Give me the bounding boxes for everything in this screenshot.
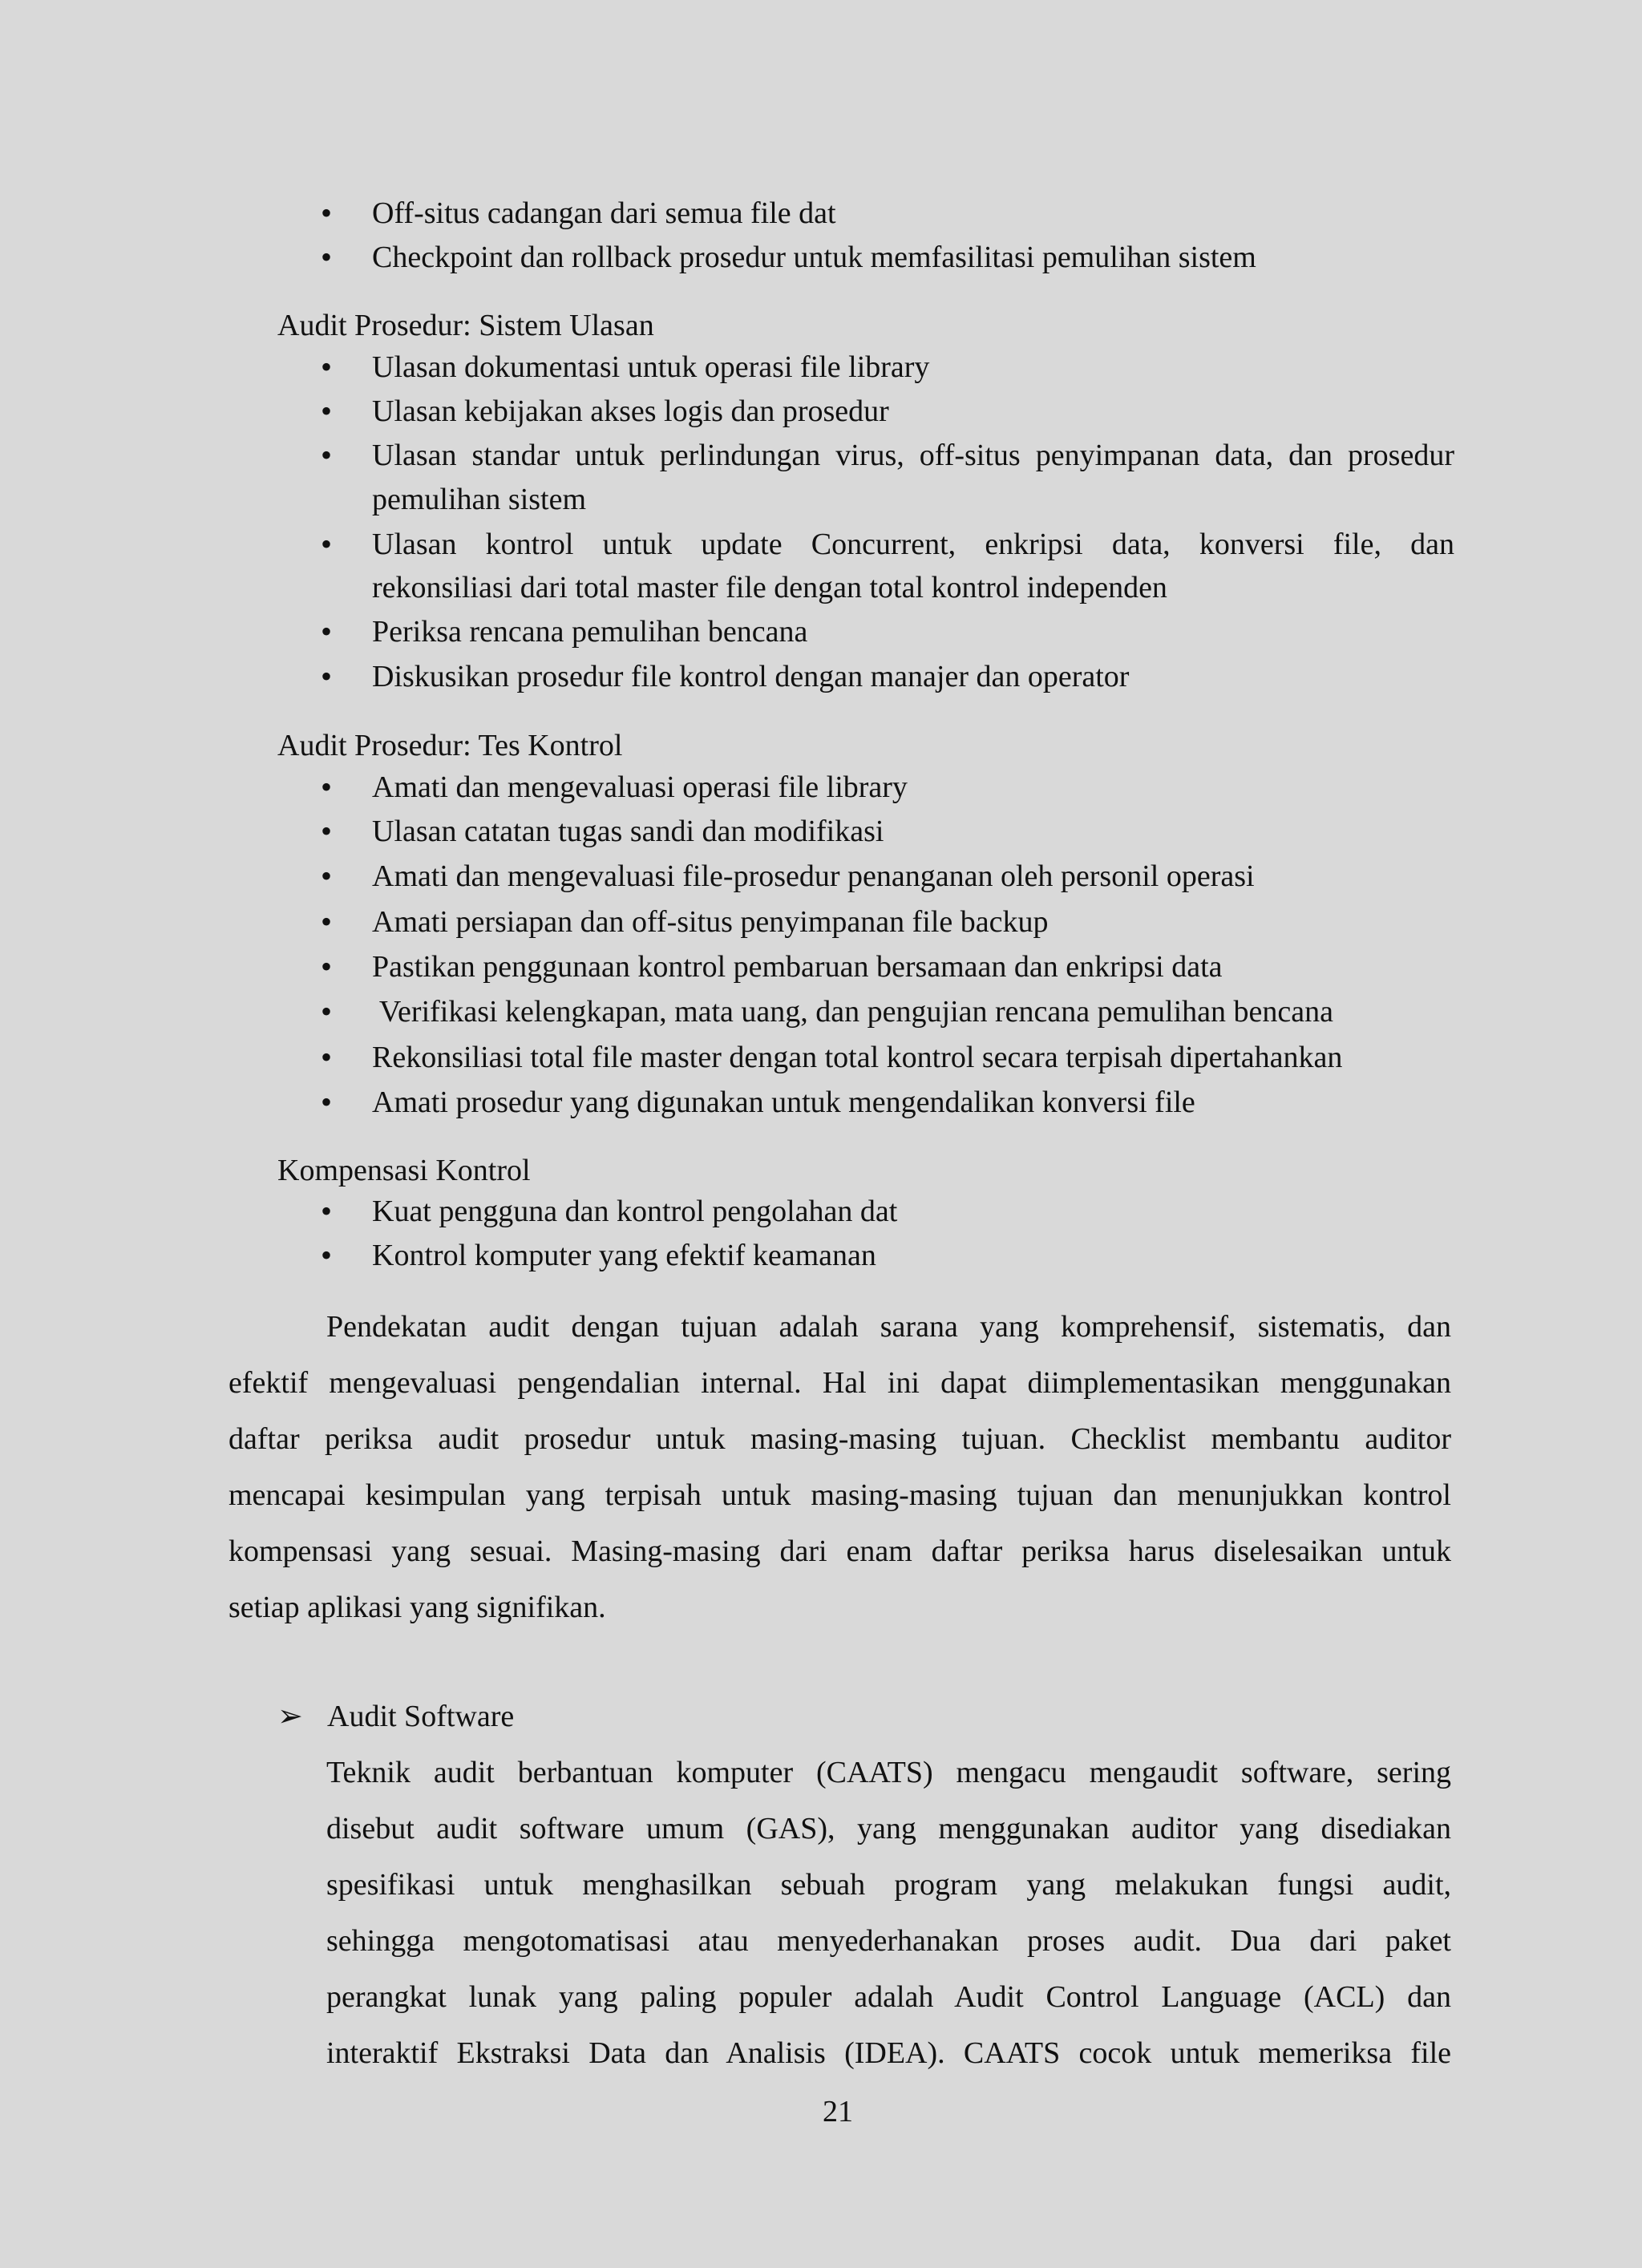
bullet-text: Ulasan kebijakan akses logis dan prosedur <box>372 394 889 428</box>
subsection-heading <box>277 1694 514 1739</box>
bullet-text: Rekonsiliasi total file master dengan total kontrol secara terpisah dipertahankan <box>372 1041 1343 1074</box>
bullet-dot: • <box>321 349 333 385</box>
paragraph-line: kompensasi yang sesuai. Masing-masing dari enam daftar periksa harus diselesaikan untuk <box>229 1534 1451 1568</box>
bullet-text-line: rekonsiliasi dari total master file dengan total kontrol independen <box>372 571 1167 604</box>
bullet-dot: • <box>321 858 333 894</box>
bullet-text: Verifikasi kelengkapan, mata uang, dan pengujian rencana pemulihan bencana <box>372 995 1333 1029</box>
paragraph-line: daftar periksa audit prosedur untuk masing-masing tujuan. Checklist membantu auditor <box>229 1422 1451 1456</box>
paragraph-line: disebut audit software umum (GAS), yang menggunakan auditor yang disediakan <box>326 1812 1451 1846</box>
bullet-dot: • <box>321 239 333 275</box>
paragraph-line: perangkat lunak yang paling populer adalah Audit Control Language (ACL) dan <box>326 1980 1451 2014</box>
bullet-dot: • <box>321 613 333 649</box>
bullet-dot: • <box>321 948 333 984</box>
paragraph-line: sehingga mengotomatisasi atau menyederhanakan proses audit. Dua dari paket <box>326 1924 1451 1958</box>
bullet-text-line: Ulasan standar untuk perlindungan virus, off-situs penyimpanan data, dan prosedur <box>372 439 1454 472</box>
paragraph-line: mencapai kesimpulan yang terpisah untuk masing-masing tujuan dan menunjukkan kontrol <box>229 1478 1451 1512</box>
bullet-dot: • <box>321 904 333 940</box>
section-heading: Kompensasi Kontrol <box>277 1154 531 1187</box>
bullet-dot: • <box>321 195 333 231</box>
bullet-dot: • <box>321 1193 333 1229</box>
bullet-text: Ulasan catatan tugas sandi dan modifikasi <box>372 815 884 848</box>
paragraph-line: spesifikasi untuk menghasilkan sebuah program yang melakukan fungsi audit, <box>326 1868 1451 1902</box>
bullet-text: Amati prosedur yang digunakan untuk mengendalikan konversi file <box>372 1085 1195 1119</box>
bullet-item <box>321 433 1454 523</box>
audit-software-paragraph <box>326 1744 1451 2081</box>
page-number: 21 <box>823 2095 853 2129</box>
bullet-item <box>321 522 1454 612</box>
subsection-heading-text: Audit Software <box>327 1700 515 1733</box>
arrow-bullet-icon: ➢ <box>277 1700 303 1733</box>
bullet-dot: • <box>321 1237 333 1273</box>
bullet-text: Amati persiapan dan off-situs penyimpanan file backup <box>372 905 1049 939</box>
bullet-text: Kontrol komputer yang efektif keamanan <box>372 1239 876 1272</box>
paragraph-line: setiap aplikasi yang signifikan. <box>229 1591 606 1624</box>
paragraph-line: efektif mengevaluasi pengendalian internal. Hal ini dapat diimplementasikan menggunakan <box>229 1366 1451 1400</box>
bullet-dot: • <box>321 1039 333 1075</box>
bullet-text: Amati dan mengevaluasi operasi file library <box>372 770 908 804</box>
paragraph-line: Teknik audit berbantuan komputer (CAATS) mengacu mengaudit software, sering <box>326 1756 1451 1789</box>
bullet-dot: • <box>321 813 333 849</box>
bullet-dot: • <box>321 526 333 562</box>
bullet-text: Off-situs cadangan dari semua file dat <box>372 196 836 230</box>
bullet-text: Pastikan penggunaan kontrol pembaruan bersamaan dan enkripsi data <box>372 950 1223 984</box>
bullet-dot: • <box>321 769 333 805</box>
bullet-text: Ulasan dokumentasi untuk operasi file library <box>372 350 930 384</box>
paragraph-line: interaktif Ekstraksi Data dan Analisis (IDEA). CAATS cocok untuk memeriksa file <box>326 2036 1451 2070</box>
bullet-text: Periksa rencana pemulihan bencana <box>372 615 808 649</box>
body-paragraph <box>229 1299 1451 1635</box>
bullet-dot: • <box>321 393 333 429</box>
paragraph-line <box>229 1299 1451 1355</box>
section-heading: Audit Prosedur: Sistem Ulasan <box>277 309 654 342</box>
bullet-dot: • <box>321 993 333 1029</box>
bullet-text: Checkpoint dan rollback prosedur untuk memfasilitasi pemulihan sistem <box>372 241 1256 274</box>
bullet-dot: • <box>321 437 333 473</box>
bullet-text: Diskusikan prosedur file kontrol dengan manajer dan operator <box>372 660 1130 693</box>
paragraph-line-text: Pendekatan audit dengan tujuan adalah sarana yang komprehensif, sistematis, dan <box>326 1310 1451 1344</box>
bullet-text: Amati dan mengevaluasi file-prosedur penanganan oleh personil operasi <box>372 859 1255 893</box>
section-heading: Audit Prosedur: Tes Kontrol <box>277 729 623 762</box>
bullet-text-line: pemulihan sistem <box>372 483 587 516</box>
bullet-text: Kuat pengguna dan kontrol pengolahan dat <box>372 1195 898 1228</box>
bullet-text-line: Ulasan kontrol untuk update Concurrent, enkripsi data, konversi file, dan <box>372 528 1454 561</box>
bullet-dot: • <box>321 658 333 694</box>
bullet-dot: • <box>321 1084 333 1120</box>
